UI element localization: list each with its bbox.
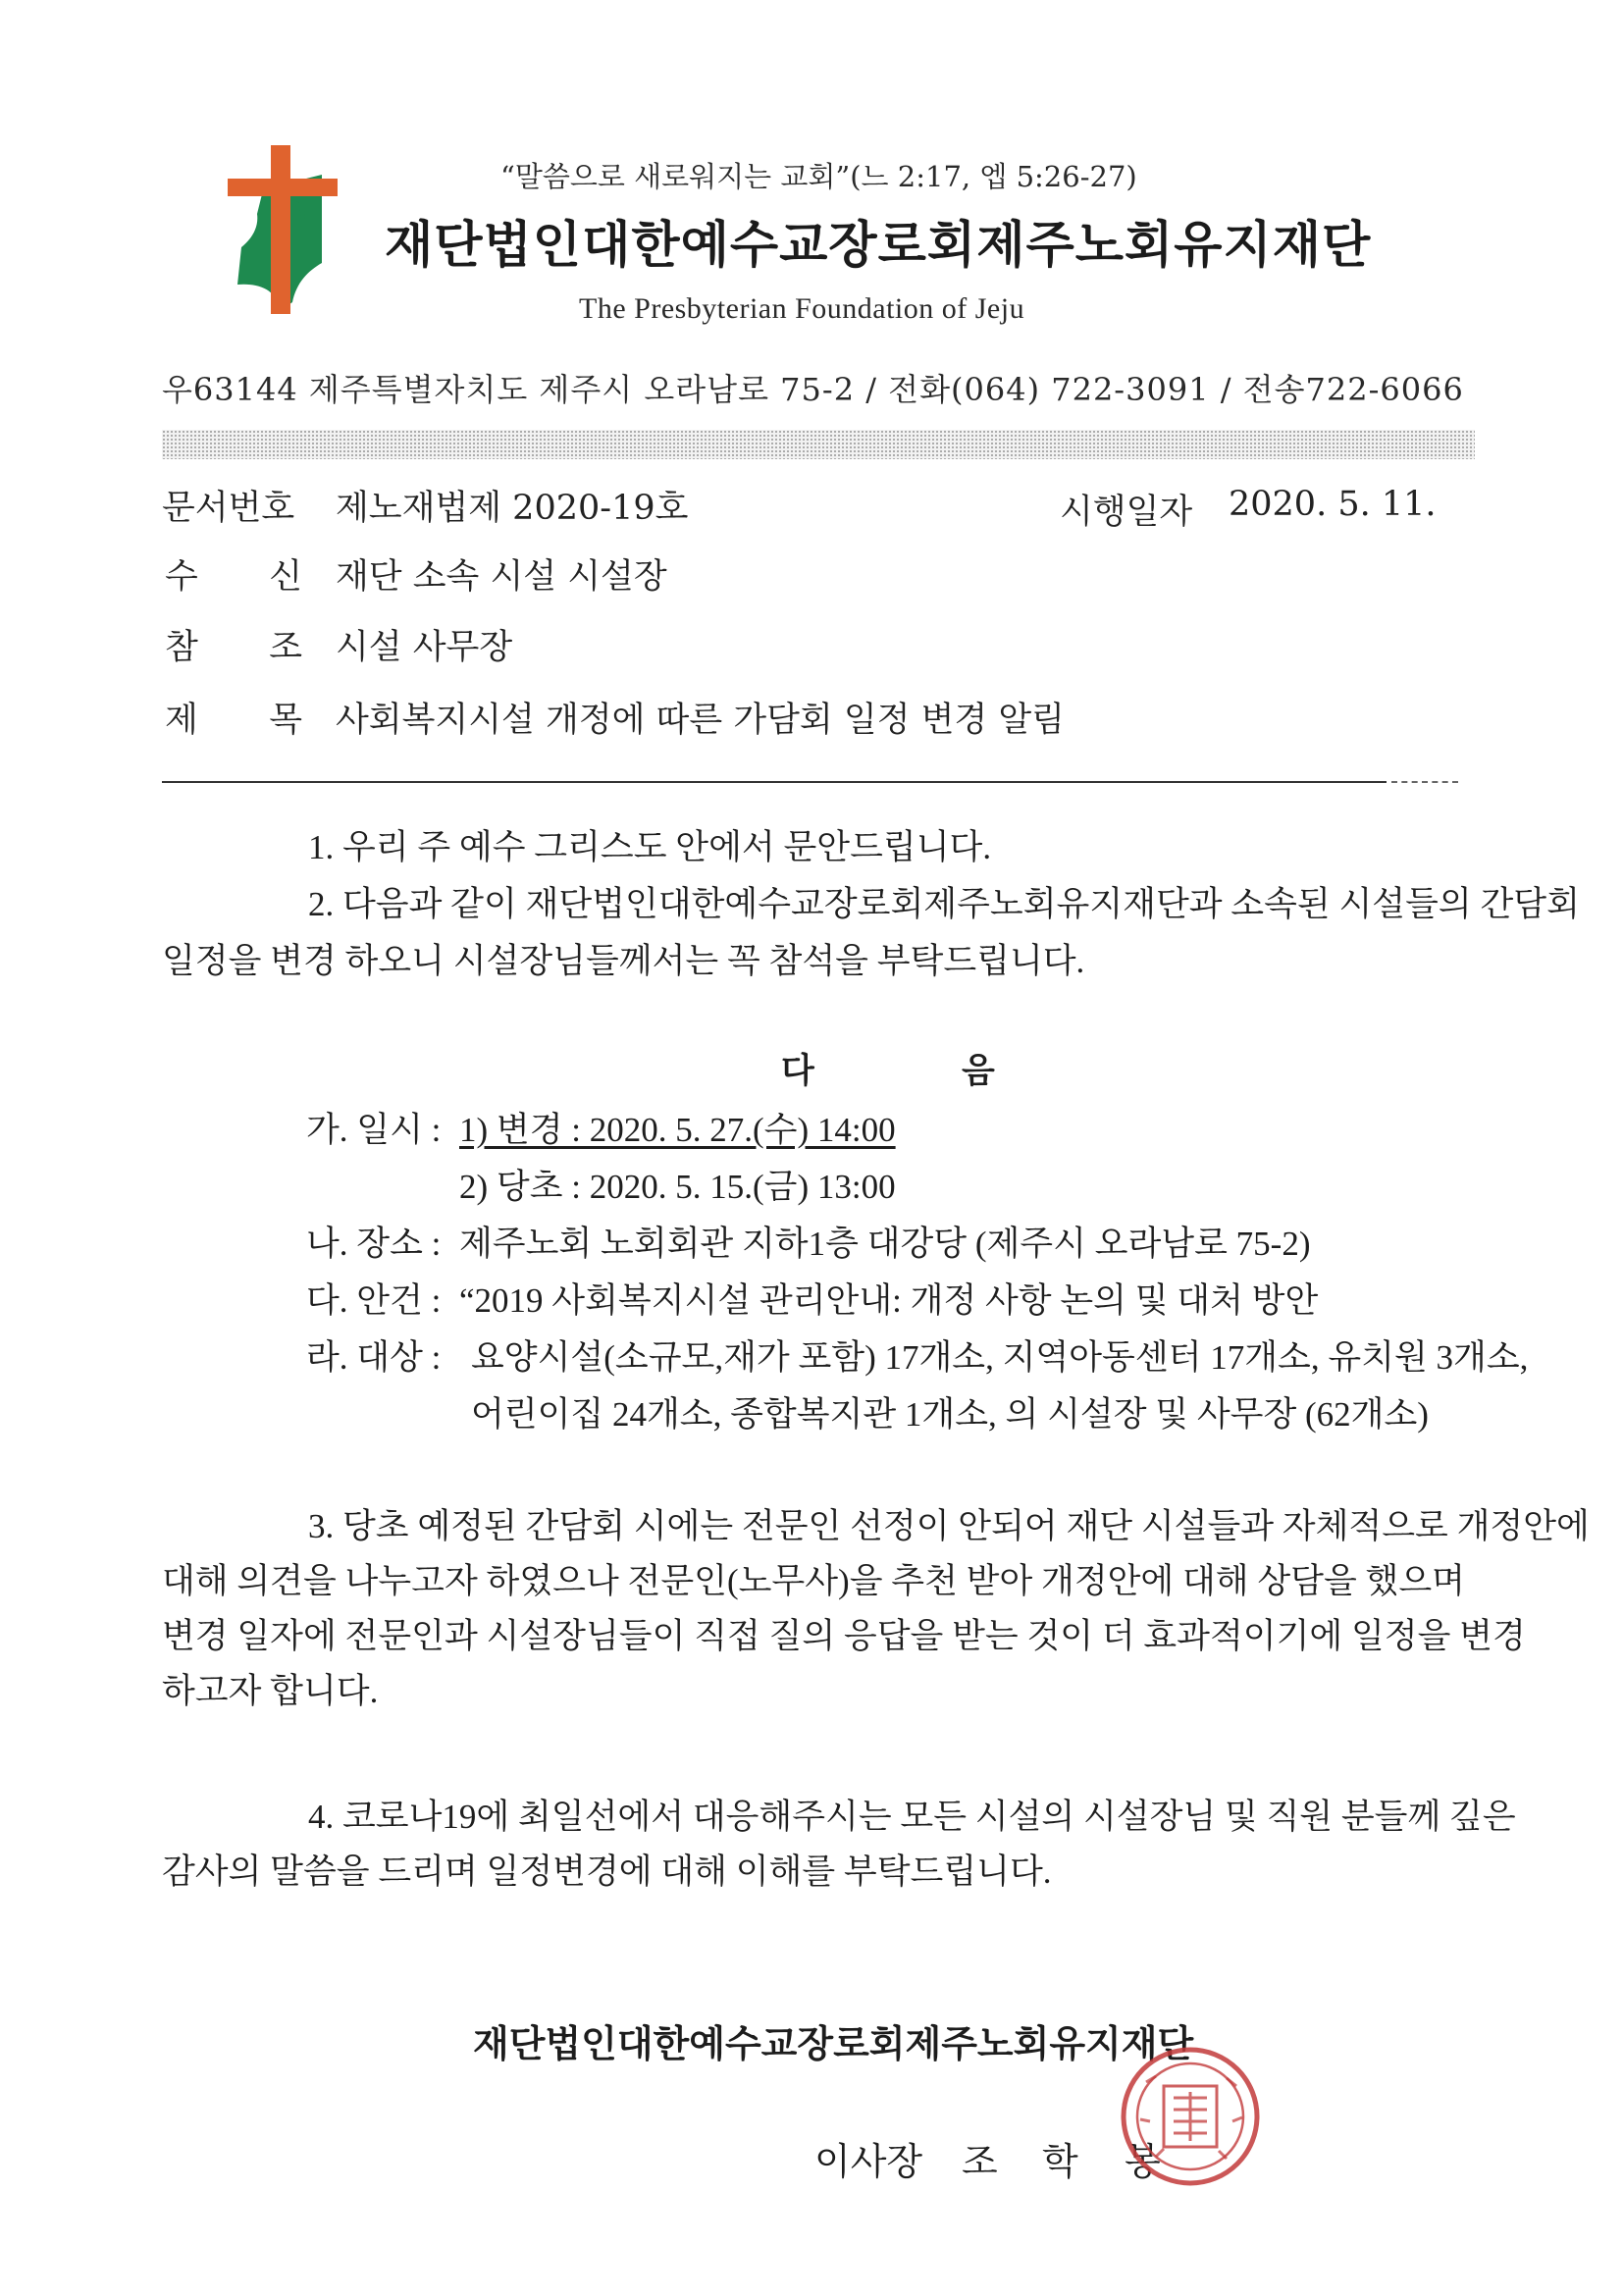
item-target-line-2: 어린이집 24개소, 종합복지관 1개소, 의 시설장 및 사무장 (62개소): [471, 1395, 1429, 1434]
organization-name: 재단법인대한예수교장로회제주노회유지재단: [385, 217, 1372, 275]
signature-name-2: 학: [1042, 2140, 1078, 2183]
reference-label: 참 조: [165, 628, 302, 667]
issue-date-label: 시행일자: [1060, 493, 1193, 532]
organization-address: 우63144 제주특별자치도 제주시 오라남로 75-2 / 전화(064) 722-3091 / 전송722-6066: [162, 371, 1464, 408]
signature-title: 이사장: [814, 2140, 923, 2183]
signature-organization: 재단법인대한예수교장로회제주노회유지재단: [473, 2022, 1194, 2065]
item-target-label: 라. 대상 :: [306, 1338, 442, 1377]
item-date-original: 2) 당초 : 2020. 5. 15.(금) 13:00: [459, 1168, 896, 1206]
paragraph-1: 1. 우리 주 예수 그리스도 안에서 문안드립니다.: [308, 828, 992, 866]
item-agenda-label: 다. 안건 :: [306, 1281, 442, 1320]
signature-name-1: 조: [962, 2140, 998, 2183]
recipient-value: 재단 소속 시설 시설장: [336, 557, 667, 597]
paragraph-3-line-1: 3. 당초 예정된 간담회 시에는 전문인 선정이 안되어 재단 시설들과 자체적으로 개정안에: [308, 1507, 1590, 1545]
subject-value: 사회복지시설 개정에 따른 가담회 일정 변경 알림: [336, 701, 1065, 740]
signature-name-3: 봉: [1125, 2140, 1161, 2183]
paragraph-4-line-1: 4. 코로나19에 최일선에서 대응해주시는 모든 시설의 시설장님 및 직원 분들께 깊은: [308, 1798, 1516, 1836]
item-date-changed: 1) 변경 : 2020. 5. 27.(수) 14:00: [459, 1111, 896, 1149]
recipient-label: 수 신: [165, 557, 302, 597]
paragraph-3-line-4: 하고자 합니다.: [162, 1672, 379, 1710]
item-place-value: 제주노회 노회회관 지하1층 대강당 (제주시 오라남로 75-2): [459, 1225, 1311, 1263]
cross-logo-icon: [224, 145, 341, 314]
paragraph-4-line-2: 감사의 말씀을 드리며 일정변경에 대해 이해를 부탁드립니다.: [162, 1852, 1052, 1891]
section-heading-2: 음: [962, 1052, 995, 1090]
paragraph-2-line-2: 일정을 변경 하오니 시설장님들께서는 꼭 참석을 부탁드립니다.: [162, 942, 1085, 980]
paragraph-3-line-3: 변경 일자에 전문인과 시설장님들이 직접 질의 응답을 받는 것이 더 효과적이기에 일정을 변경: [162, 1617, 1526, 1655]
reference-value: 시설 사무장: [336, 628, 513, 667]
item-place-label: 나. 장소 :: [306, 1225, 442, 1263]
paragraph-3-line-2: 대해 의견을 나누고자 하였으나 전문인(노무사)을 추천 받아 개정안에 대해 상담을 했으며: [162, 1562, 1465, 1600]
letterhead-motto: “말씀으로 새로워지는 교회”(느 2:17, 엡 5:26-27): [500, 160, 1137, 193]
organization-name-english: The Presbyterian Foundation of Jeju: [579, 292, 1025, 325]
official-seal-icon: [1117, 2043, 1264, 2190]
section-heading-1: 다: [781, 1052, 814, 1090]
item-agenda-value: “2019 사회복지시설 관리안내: 개정 사항 논의 및 대처 방안: [459, 1281, 1319, 1320]
issue-date-value: 2020. 5. 11.: [1229, 485, 1437, 524]
doc-number-label: 문서번호: [162, 489, 295, 528]
paragraph-2-line-1: 2. 다음과 같이 재단법인대한예수교장로회제주노회유지재단과 소속된 시설들의 간담회: [308, 885, 1580, 923]
dotted-divider: [162, 430, 1475, 459]
item-date-label: 가. 일시 :: [306, 1111, 442, 1149]
subject-label: 제 목: [165, 701, 302, 740]
header-rule: [162, 781, 1387, 783]
header-rule-dashed-end: [1391, 781, 1458, 783]
item-target-line-1: 요양시설(소규모,재가 포함) 17개소, 지역아동센터 17개소, 유치원 3개소,: [471, 1338, 1529, 1377]
doc-number-value: 제노재법제 2020-19호: [336, 489, 689, 528]
